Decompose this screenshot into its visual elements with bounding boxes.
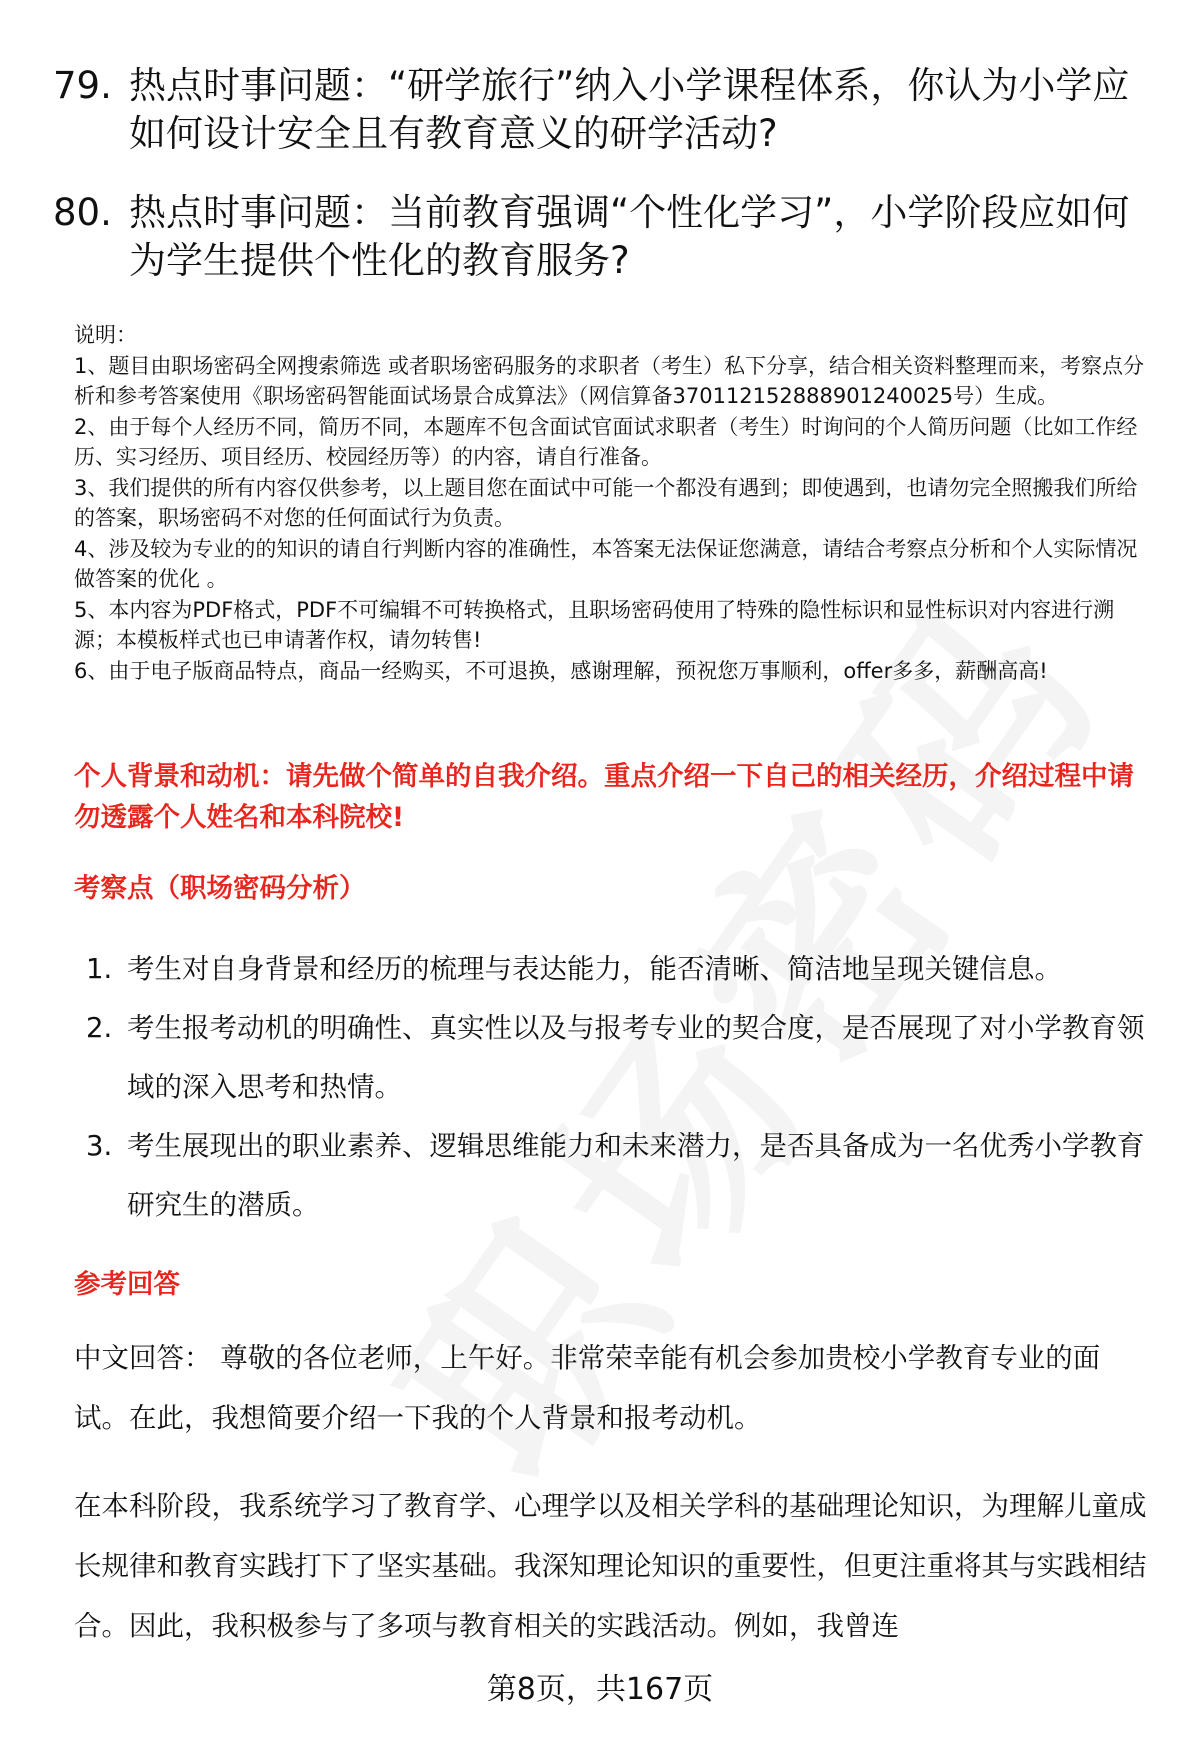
question-number: 80. [53, 191, 112, 234]
answer-paragraph: 在本科阶段，我系统学习了教育学、心理学以及相关学科的基础理论知识，为理解儿童成长规律和教育实践打下了坚实基础。我深知理论知识的重要性，但更注重将其与实践相结合。因此，我积极参与了多项与教育相关的实践活动。例如，我曾连 [74, 1490, 1147, 1642]
answer-paragraph: 中文回答： 尊敬的各位老师，上午好。非常荣幸能有机会参加贵校小学教育专业的面试。在此，我想简要介绍一下我的个人背景和报考动机。 [74, 1342, 1101, 1434]
question-text: 热点时事问题：当前教育强调“个性化学习”，小学阶段应如何为学生提供个性化的教育服务? [129, 191, 1130, 282]
note-item: 1、题目由职场密码全网搜索筛选 或者职场密码服务的求职者（考生）私下分享，结合相关资料整理而来，考察点分析和参考答案使用《职场密码智能面试场景合成算法》（网信算备370112152888901240025号）生成。 [74, 353, 1145, 408]
item-number: 3. [86, 1130, 113, 1162]
item-text: 考生展现出的职业素养、逻辑思维能力和未来潜力，是否具备成为一名优秀小学教育研究生的潜质。 [127, 1130, 1145, 1221]
answer-heading: 参考回答 [74, 1269, 180, 1300]
analysis-item [86, 1117, 1146, 1235]
note-item: 3、我们提供的所有内容仅供参考，以上题目您在面试中可能一个都没有遇到；即使遇到，也请勿完全照搬我们所给的答案，职场密码不对您的任何面试行为负责。 [74, 475, 1138, 530]
notes-title: 说明： [74, 323, 137, 347]
question-text: 热点时事问题：“研学旅行”纳入小学课程体系，你认为小学应如何设计安全且有教育意义的研学活动? [129, 64, 1130, 155]
question-79 [53, 62, 1163, 158]
note-item: 2、由于每个人经历不同，简历不同，本题库不包含面试官面试求职者（考生）时询问的个人简历问题（比如工作经历、实习经历、项目经历、校园经历等）的内容，请自行准备。 [74, 414, 1138, 469]
page-footer: 第8页，共167页 [486, 1672, 714, 1707]
question-heading: 个人背景和动机：请先做个简单的自我介绍。重点介绍一下自己的相关经历，介绍过程中请勿透露个人姓名和本科院校! [74, 761, 1134, 833]
analysis-item [86, 940, 1146, 999]
analysis-list [86, 940, 1146, 1235]
analysis-item [86, 999, 1146, 1117]
analysis-heading: 考察点（职场密码分析） [74, 873, 366, 904]
question-80 [53, 189, 1163, 285]
item-number: 2. [86, 1012, 113, 1044]
note-item: 6、由于电子版商品特点，商品一经购买，不可退换，感谢理解，预祝您万事顺利，offer多多，薪酬高高! [74, 658, 1048, 683]
notes-section [74, 320, 1154, 686]
item-text: 考生报考动机的明确性、真实性以及与报考专业的契合度，是否展现了对小学教育领域的深入思考和热情。 [127, 1012, 1145, 1103]
question-number: 79. [53, 64, 112, 107]
item-number: 1. [86, 953, 113, 985]
item-text: 考生对自身背景和经历的梳理与表达能力，能否清晰、简洁地呈现关键信息。 [127, 953, 1062, 985]
note-item: 4、涉及较为专业的的知识的请自行判断内容的准确性，本答案无法保证您满意，请结合考察点分析和个人实际情况做答案的优化 。 [74, 536, 1138, 591]
note-item: 5、本内容为PDF格式，PDF不可编辑不可转换格式，且职场密码使用了特殊的隐性标识和显性标识对内容进行溯源；本模板样式也已申请著作权，请勿转售! [74, 597, 1115, 652]
